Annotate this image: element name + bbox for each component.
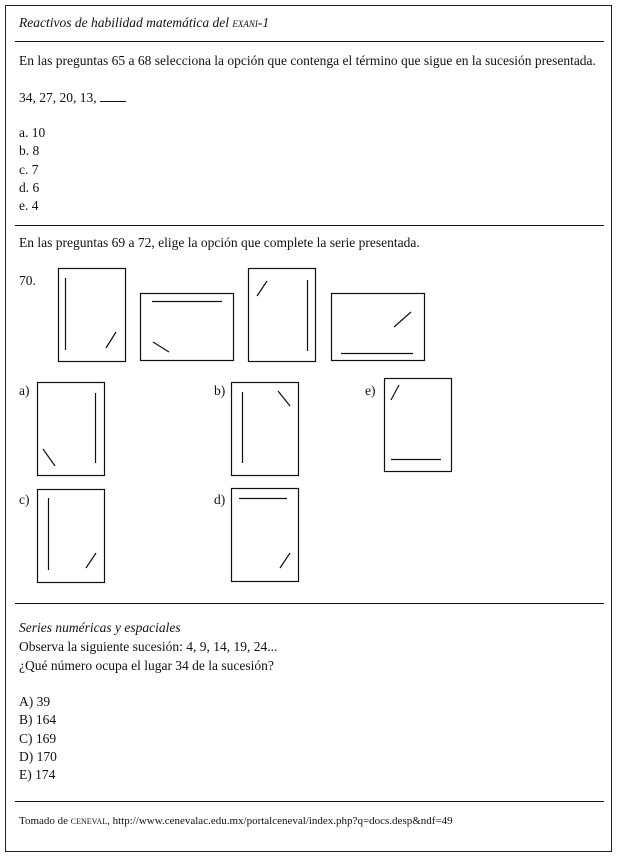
option: b. 8	[19, 143, 40, 158]
series-figure-1	[59, 269, 126, 362]
section3-line1: Observa la siguiente sucesión: 4, 9, 14, 19, 24...	[19, 639, 278, 654]
series-figure-4	[332, 294, 425, 361]
option-figure-a[interactable]	[38, 383, 105, 476]
option: e. 4	[19, 198, 39, 213]
option: C) 169	[19, 731, 57, 746]
footer-url: , http://www.cenevalac.edu.mx/portalceneval/index.php?q=docs.desp&ndf=49	[107, 815, 453, 827]
option-figure-c[interactable]	[38, 490, 105, 583]
footer-prefix: Tomado de	[19, 815, 71, 827]
series-figure-2	[141, 294, 234, 361]
question-number: 70.	[19, 273, 36, 288]
exam-name: exani-1	[232, 15, 270, 30]
divider	[15, 603, 604, 604]
footer-source: ceneval	[70, 815, 108, 827]
option: c. 7	[19, 162, 39, 177]
option-figure-d[interactable]	[232, 489, 299, 582]
source-footer	[19, 813, 453, 829]
option-label-e: e)	[365, 383, 376, 398]
option: d. 6	[19, 180, 40, 195]
option: D) 170	[19, 749, 57, 764]
option: B) 164	[19, 712, 57, 727]
section3-question: ¿Qué número ocupa el lugar 34 de la sucesión?	[19, 658, 274, 673]
sequence-text: 34, 27, 20, 13,	[19, 90, 97, 105]
option-label-a: a)	[19, 383, 30, 398]
option-label-b: b)	[214, 383, 226, 398]
option-label-d: d)	[214, 492, 226, 507]
option: a. 10	[19, 125, 46, 140]
section1-instruction: En las preguntas 65 a 68 selecciona la opción que contenga el término que sigue en la sucesión presentada.	[19, 53, 596, 68]
option: E) 174	[19, 767, 56, 782]
option-label-c: c)	[19, 492, 30, 507]
divider	[15, 801, 604, 802]
option: A) 39	[19, 694, 51, 709]
option-figure-e[interactable]	[385, 379, 452, 472]
series-figure-3	[249, 269, 316, 362]
header-title-text: Reactivos de habilidad matemática del	[19, 15, 233, 30]
section3-subtitle: Series numéricas y espaciales	[19, 620, 181, 635]
option-figure-b[interactable]	[232, 383, 299, 476]
section2-instruction: En las preguntas 69 a 72, elige la opción que complete la serie presentada.	[19, 235, 420, 250]
